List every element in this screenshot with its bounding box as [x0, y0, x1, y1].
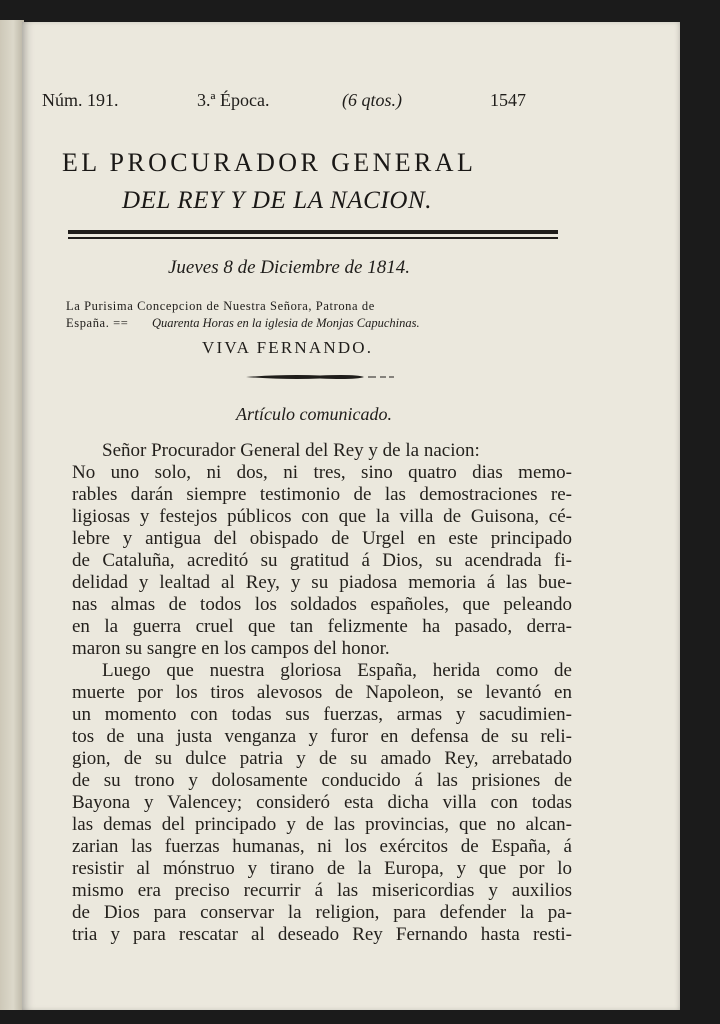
body-line: resistir al mónstruo y tirano de la Europa, y que por lo [72, 858, 572, 879]
newspaper-page [22, 22, 680, 1010]
body-line: un momento con todas sus fuerzas, armas y sacudimien- [72, 704, 572, 725]
body-line: nas almas de todos los soldados españoles, que peleando [72, 594, 572, 615]
masthead-rule-thin [68, 237, 558, 239]
body-line: muerte por los tiros alevosos de Napoleon, se levantó en [72, 682, 572, 703]
masthead-title: EL PROCURADOR GENERAL [62, 148, 477, 177]
body-line: gion, de su dulce patria y de su amado Rey, arrebatado [72, 748, 572, 769]
body-line: Bayona y Valencey; consideró esta dicha villa con todas [72, 792, 572, 813]
masthead-rule-thick [68, 230, 558, 234]
issue-number: Núm. 191. [42, 90, 119, 110]
section-heading: Artículo comunicado. [236, 404, 392, 424]
motto: VIVA FERNANDO. [202, 338, 374, 357]
body-line: mismo era preciso recurrir á las misericordias y auxilios [72, 880, 572, 901]
previous-page-edge [0, 20, 24, 1010]
body-line: tria y para rescatar al deseado Rey Fernando hasta resti- [72, 924, 572, 945]
body-line: Luego que nuestra gloriosa España, herida como de [102, 660, 572, 681]
body-line: de Cataluña, acreditó su gratitud á Dios, su acendrada fi- [72, 550, 572, 571]
body-line: en la guerra cruel que tan felizmente ha pasado, derra- [72, 616, 572, 637]
body-line: Señor Procurador General del Rey y de la nacion: [102, 440, 480, 461]
epoch-label: 3.ª Época. [197, 90, 270, 110]
body-line: delidad y lealtad al Rey, y su piadosa memoria á las bue- [72, 572, 572, 593]
body-line: No uno solo, ni dos, ni tres, sino quatro dias memo- [72, 462, 572, 483]
masthead-subtitle: DEL REY Y DE LA NACION. [122, 187, 433, 214]
body-line: zarian las fuerzas humanas, ni los exércitos de España, á [72, 836, 572, 857]
body-line: maron su sangre en los campos del honor. [72, 638, 390, 659]
ornamental-rule [246, 374, 394, 380]
feast-line-1: La Purisima Concepcion de Nuestra Señora, Patrona de [66, 299, 375, 313]
body-line: ligiosas y festejos públicos con que la villa de Guisona, cé- [72, 506, 572, 527]
body-line: tos de una justa venganza y furor en defensa de su reli- [72, 726, 572, 747]
quartos-label: (6 qtos.) [342, 90, 402, 110]
body-line: las demas del principado y de las provincias, que no alcan- [72, 814, 572, 835]
feast-line-2-start: España. == [66, 316, 129, 330]
page-number: 1547 [490, 90, 526, 110]
issue-date: Jueves 8 de Diciembre de 1814. [168, 257, 410, 278]
body-line: lebre y antigua del obispado de Urgel en este principado [72, 528, 572, 549]
body-line: de Dios para conservar la religion, para defender la pa- [72, 902, 572, 923]
body-line: rables darán siempre testimonio de las demostraciones re- [72, 484, 572, 505]
body-line: de su trono y dolosamente conducido á las prisiones de [72, 770, 572, 791]
feast-line-2-italic: Quarenta Horas en la iglesia de Monjas Capuchinas. [152, 316, 420, 330]
